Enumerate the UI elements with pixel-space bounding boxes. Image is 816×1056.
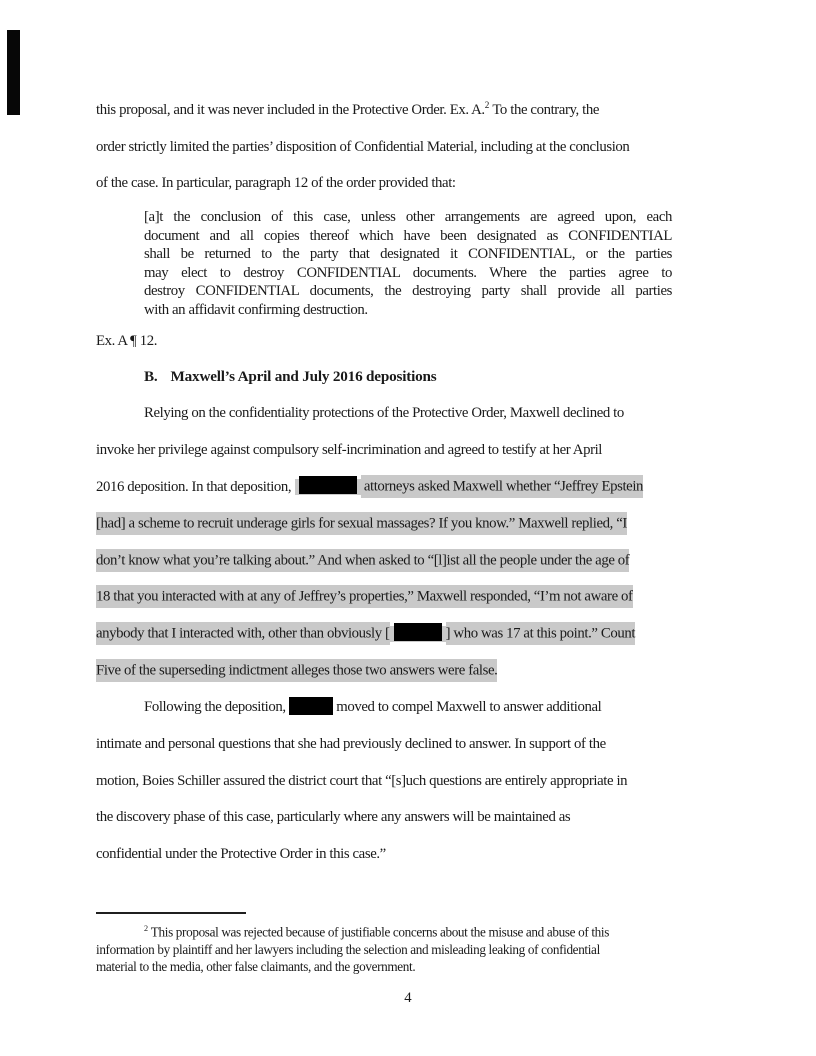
body-line [96,836,744,873]
text-run: To the contrary, the [489,101,600,118]
block-quote [144,208,672,320]
highlighted-text: attorneys asked Maxwell whether “Jeffrey Epstein [361,475,644,498]
highlighted-text: 18 that you interacted with at any of Jeffrey’s properties,” Maxwell responded, “I’m not aware of [96,585,633,608]
body-line [96,689,744,726]
footnote-reference: 2 [484,100,490,110]
section-heading-number: B. [144,368,158,385]
footnote-line [96,941,724,958]
text-run: may elect to destroy CONFIDENTIAL documents. Where the parties agree to [144,264,672,281]
text-run: with an affidavit confirming destruction. [144,301,368,318]
redaction-wrap [295,479,361,495]
intro-paragraph [96,87,744,202]
text-run: of the case. In particular, paragraph 12 of the order provided that: [96,175,456,192]
body-line [96,799,744,836]
redaction-wrap [390,626,446,642]
text-run: confidential under the Protective Order in this case.” [96,846,386,862]
page-number: 4 [404,990,412,1006]
highlighted-text: don’t know what you’re talking about.” And when asked to “[l]ist all the people under the age of [96,549,629,572]
intro-line [96,87,744,129]
body-line [96,542,744,579]
text-run: order strictly limited the parties’ disposition of Confidential Material, including at the conclusion [96,138,630,155]
text-run: destroy CONFIDENTIAL documents, the destroying party shall provide all parties [144,283,672,300]
section-heading [144,367,436,387]
body-line [96,763,744,800]
highlighted-text: ] who was 17 at this point.” Count [446,622,635,645]
body-line [96,505,744,542]
intro-line [96,129,744,166]
text-run: Following the deposition, [144,699,289,715]
text-run: material to the media, other false claimants, and the government. [96,959,416,975]
text-run: intimate and personal questions that she had previously declined to answer. In support of the [96,735,606,752]
highlighted-text: [had] a scheme to recruit underage girls for sexual massages? If you know.” Maxwell replied, “I [96,512,627,535]
text-run: Relying on the confidentiality protections of the Protective Order, Maxwell declined to [144,405,624,421]
exhibit-citation: Ex. A ¶ 12. [96,333,158,349]
text-run: This proposal was rejected because of justifiable concerns about the misuse and abuse of this [148,924,609,940]
redaction-box [289,697,333,715]
quote-line [144,227,672,246]
quote-line [144,264,672,283]
body-line [96,432,744,469]
body-line [96,469,744,506]
text-run: this proposal, and it was never included in the Protective Order. Ex. A. [96,101,485,118]
footnote-line [96,958,724,975]
body-line [96,395,744,432]
highlighted-text: Five of the superseding indictment alleges those two answers were false. [96,659,497,682]
body-line [96,652,744,689]
text-run: 2016 deposition. In that deposition, [96,478,295,495]
footnote [96,920,724,976]
text-run: invoke her privilege against compulsory self-incrimination and agreed to testify at her April [96,441,603,458]
footnote-separator-rule [96,912,246,914]
body-line [96,616,744,653]
redaction-box [394,623,442,641]
quote-line [144,282,672,301]
quote-line [144,245,672,264]
footnote-line [96,920,724,941]
text-run: information by plaintiff and her lawyers including the selection and misleading leaking of confidential [96,941,600,957]
text-run: document and all copies thereof which have been designated as CONFIDENTIAL [144,227,672,244]
redaction-wrap [289,699,333,715]
intro-line [96,165,744,202]
text-run: [a]t the conclusion of this case, unless other arrangements are agreed upon, each [144,209,672,225]
text-run: moved to compel Maxwell to answer additional [332,699,602,715]
text-run: motion, Boies Schiller assured the district court that “[s]uch questions are entirely appropriate in [96,772,628,789]
redaction-box [299,476,357,494]
text-run: the discovery phase of this case, particularly where any answers will be maintained as [96,809,571,826]
body-paragraphs [96,395,744,873]
footnote-reference: 2 [144,924,149,933]
body-line [96,579,744,616]
quote-line [144,301,672,320]
section-heading-title: Maxwell’s April and July 2016 depositions [170,368,437,385]
quote-line [144,208,672,227]
scan-artifact-mark [7,30,20,115]
highlighted-text: anybody that I interacted with, other than obviously [ [96,622,390,645]
body-line [96,726,744,763]
text-run: shall be returned to the party that designated it CONFIDENTIAL, or the parties [144,246,672,263]
